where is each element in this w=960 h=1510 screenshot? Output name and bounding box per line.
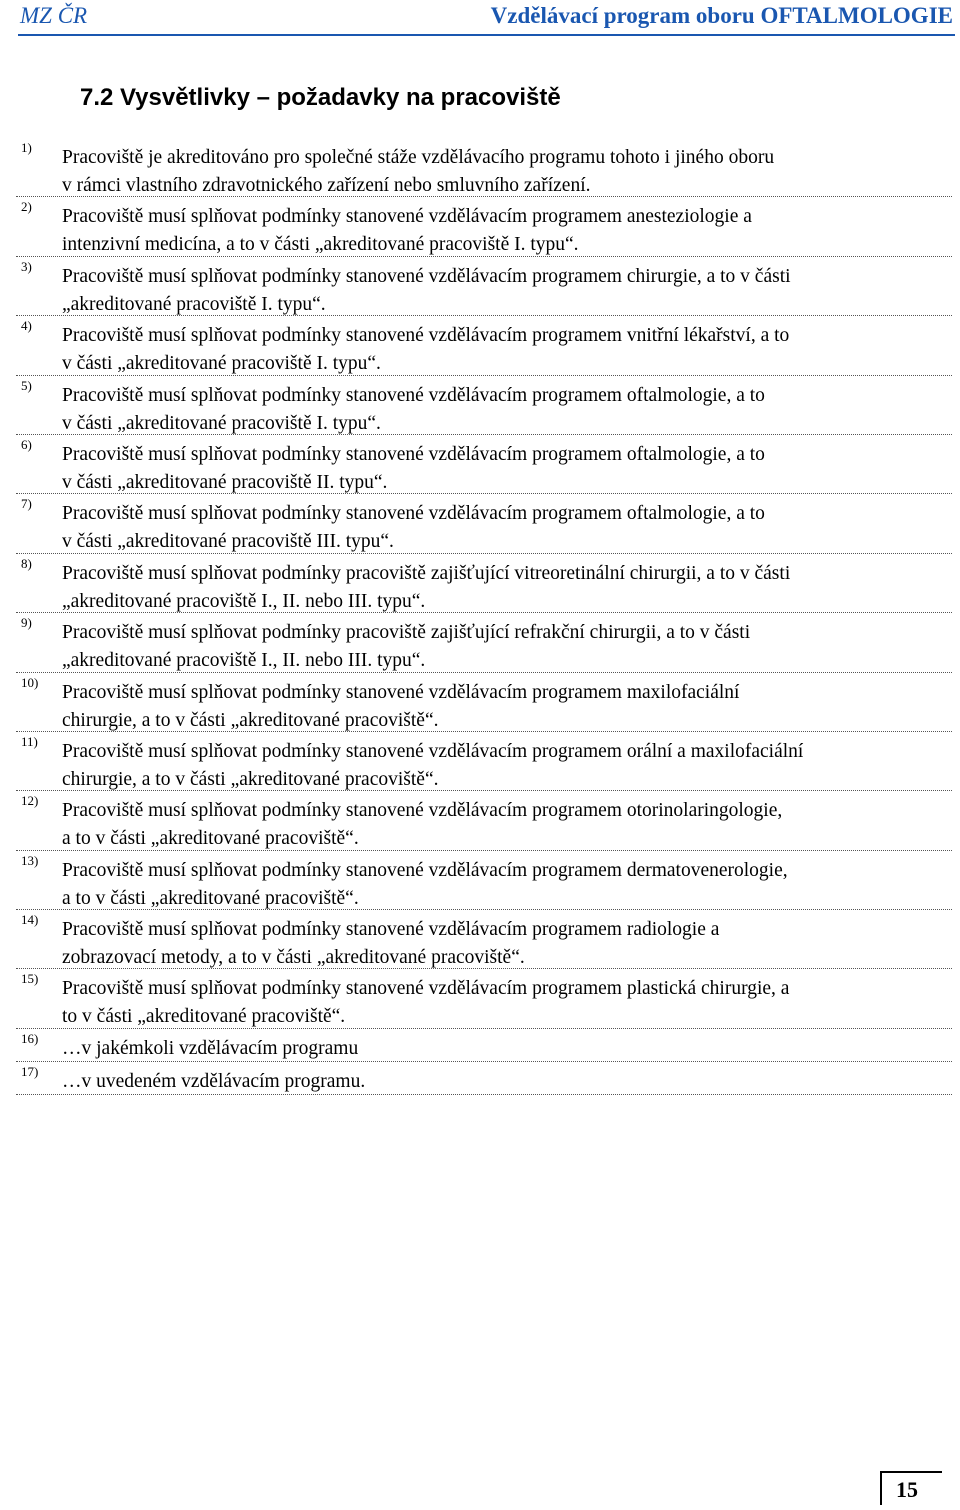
note-number: 2) [21, 199, 32, 215]
note-text: Pracoviště musí splňovat podmínky stanovené vzdělávacím programem oftalmologie, a to v části „akreditované pracoviště I. typu“. [62, 384, 765, 434]
note-text: Pracoviště musí splňovat podmínky stanovené vzdělávacím programem oftalmologie, a to v části „akreditované pracoviště III. typu“. [62, 503, 765, 553]
note-number: 10) [21, 674, 39, 690]
section-heading: 7.2 Vysvětlivky – požadavky na pracoviště [80, 84, 561, 111]
note-text: …v uvedeném vzdělávacím programu. [62, 1070, 366, 1092]
note-text: Pracoviště musí splňovat podmínky pracoviště zajišťující vitreoretinální chirurgii, a to v části „akreditované pracoviště I., II. nebo III. typu“. [62, 562, 791, 612]
list-item [16, 613, 952, 672]
note-number: 15) [21, 971, 39, 987]
note-text: Pracoviště musí splňovat podmínky stanovené vzdělávacím programem maxilofaciální chirurgie, a to v části „akreditované pracoviště“. [62, 681, 740, 731]
note-number: 5) [21, 377, 32, 393]
note-number: 14) [21, 912, 39, 928]
note-text: Pracoviště musí splňovat podmínky stanovené vzdělávacím programem dermatovenerologie, a to v části „akreditované pracoviště“. [62, 859, 788, 909]
list-item [16, 673, 952, 732]
list-item [16, 197, 952, 256]
note-text: Pracoviště musí splňovat podmínky stanovené vzdělávacím programem anesteziologie a intenzivní medicína, a to v části „akreditované pracoviště I. typu“. [62, 206, 752, 256]
note-text: Pracoviště musí splňovat podmínky stanovené vzdělávacím programem radiologie a zobrazovací metody, a to v části „akreditované pracoviště“. [62, 919, 720, 969]
note-number: 13) [21, 852, 39, 868]
note-number: 7) [21, 496, 32, 512]
list-item [16, 257, 952, 316]
list-item [16, 376, 952, 435]
list-item [16, 732, 952, 791]
note-text: Pracoviště je akreditováno pro společné stáže vzdělávacího programu tohoto i jiného oboru v rámci vlastního zdravotnického zařízení nebo smluvního zařízení. [62, 147, 775, 196]
note-text: Pracoviště musí splňovat podmínky stanovené vzdělávacím programem vnitřní lékařství, a to v části „akreditované pracoviště I. typu“. [62, 325, 790, 375]
header-document-title: Vzdělávací program oboru OFTALMOLOGIE [490, 3, 953, 28]
note-number: 3) [21, 258, 32, 274]
notes-list [16, 138, 952, 1095]
note-number: 6) [21, 436, 32, 452]
note-text: Pracoviště musí splňovat podmínky stanovené vzdělávacím programem oftalmologie, a to v části „akreditované pracoviště II. typu“. [62, 443, 765, 493]
note-text: Pracoviště musí splňovat podmínky stanovené vzdělávacím programem plastická chirurgie, a to v části „akreditované pracoviště“. [62, 978, 790, 1028]
list-item [16, 316, 952, 375]
list-item [16, 435, 952, 494]
header-divider [18, 34, 955, 36]
list-item [16, 554, 952, 613]
note-number: 17) [21, 1063, 39, 1079]
note-number: 16) [21, 1030, 39, 1046]
page-number: 15 [896, 1477, 918, 1502]
list-item [16, 791, 952, 850]
note-number: 1) [21, 140, 32, 155]
note-text: …v jakémkoli vzdělávacím programu [62, 1037, 359, 1059]
page-header [0, 0, 960, 38]
list-item [16, 138, 952, 197]
note-number: 4) [21, 318, 32, 334]
note-text: Pracoviště musí splňovat podmínky stanovené vzdělávacím programem chirurgie, a to v části „akreditované pracoviště I. typu“. [62, 265, 791, 315]
page-number-box [880, 1471, 942, 1505]
list-item [16, 851, 952, 910]
list-item [16, 494, 952, 553]
note-text: Pracoviště musí splňovat podmínky stanovené vzdělávacím programem otorinolaringologie, a to v části „akreditované pracoviště“. [62, 800, 783, 850]
list-item [16, 1029, 952, 1062]
header-ministry: MZ ČR [20, 3, 88, 28]
note-number: 11) [21, 733, 38, 749]
note-text: Pracoviště musí splňovat podmínky stanovené vzdělávacím programem orální a maxilofaciální chirurgie, a to v části „akreditované pracoviště“. [62, 740, 804, 790]
list-item [16, 969, 952, 1028]
note-number: 9) [21, 615, 32, 631]
list-item [16, 910, 952, 969]
note-number: 12) [21, 793, 39, 809]
note-number: 8) [21, 555, 32, 571]
list-item [16, 1062, 952, 1095]
note-text: Pracoviště musí splňovat podmínky pracoviště zajišťující refrakční chirurgii, a to v části „akreditované pracoviště I., II. nebo III. typu“. [62, 622, 751, 672]
